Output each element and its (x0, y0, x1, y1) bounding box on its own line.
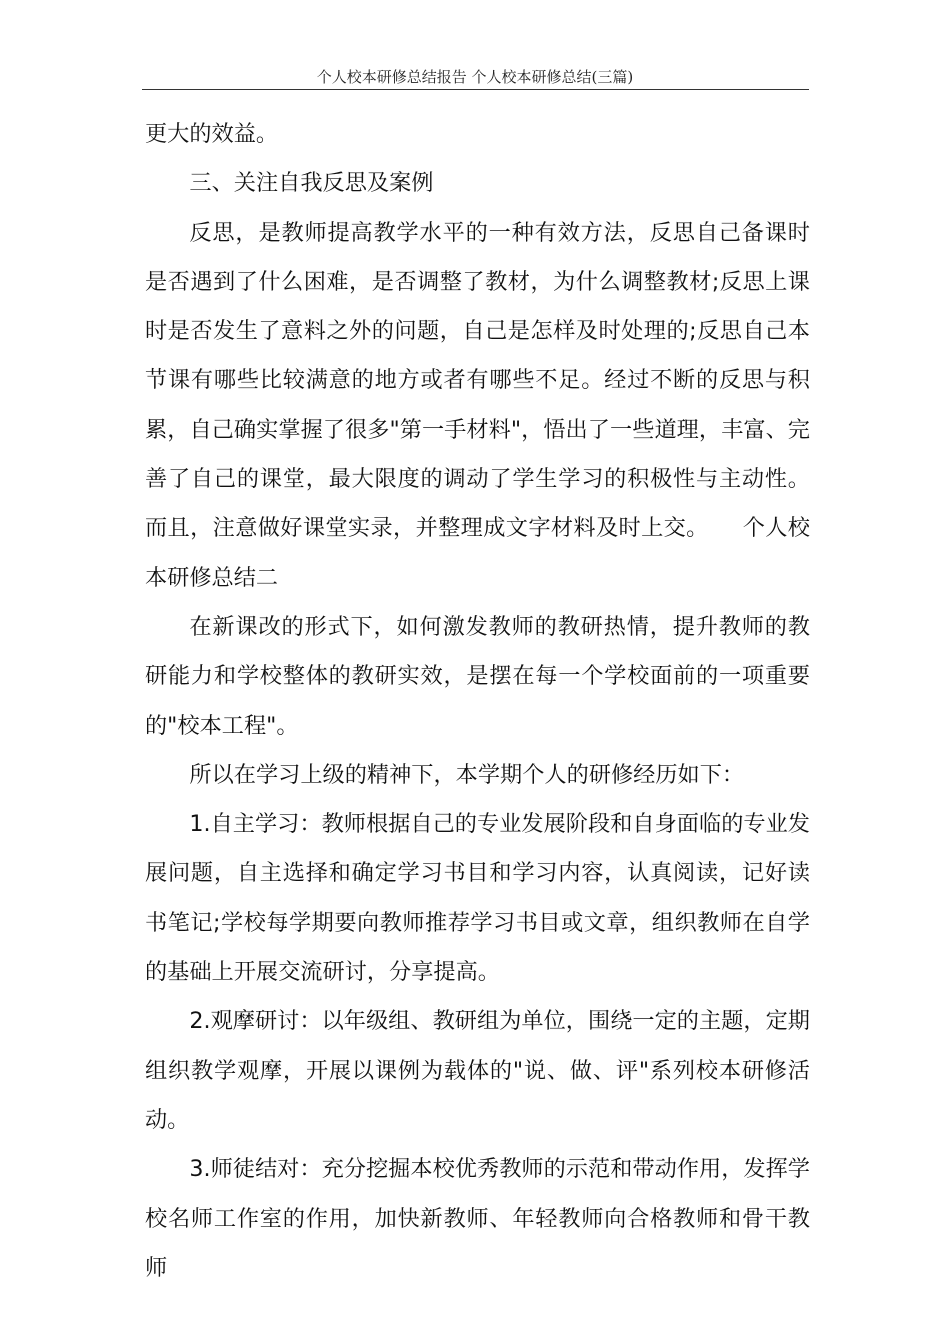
paragraph-reflection: 反思，是教师提高教学水平的一种有效方法，反思自己备课时是否遇到了什么困难，是否调整了教材，为什么调整教材;反思上课时是否发生了意料之外的问题，自己是怎样及时处理的;反思自己本节课有哪些比较满意的地方或者有哪些不足。经过不断的反思与积累，自己确实掌握了很多"第一手材料"，悟出了一些道理，丰富、完善了自己的课堂，最大限度的调动了学生学习的积极性与主动性。而且，注意做好课堂实录，并整理成文字材料及时上交。 个人校本研修总结二 (145, 219, 810, 591)
section-heading-reflection: 三、关注自我反思及案例 (189, 170, 434, 197)
paragraph-study-intro: 所以在学习上级的精神下，本学期个人的研修经历如下： (189, 761, 745, 788)
paragraph-continuation: 更大的效益。 (145, 121, 279, 147)
document-body (145, 110, 810, 1293)
paragraph-new-curriculum: 在新课改的形式下，如何激发教师的教研热情，提升教师的教研能力和学校整体的教研实效，是摆在每一个学校面前的一项重要的"校本工程"。 (145, 613, 810, 739)
list-item-mentorship: 3.师徒结对：充分挖掘本校优秀教师的示范和带动作用，发挥学校名师工作室的作用，加快新教师、年轻教师向合格教师和骨干教师 (145, 1156, 810, 1281)
page-header: 个人校本研修总结报告 个人校本研修总结(三篇) (316, 68, 634, 86)
list-item-self-study: 1.自主学习：教师根据自己的专业发展阶段和自身面临的专业发展问题，自主选择和确定学习书目和学习内容，认真阅读，记好读书笔记;学校每学期要向教师推荐学习书目或文章，组织教师在自学的基础上开展交流研讨，分享提高。 (145, 811, 810, 986)
header-rule (142, 89, 809, 90)
list-item-observation: 2.观摩研讨：以年级组、教研组为单位，围绕一定的主题，定期组织教学观摩，开展以课例为载体的"说、做、评"系列校本研修活动。 (145, 1008, 810, 1133)
